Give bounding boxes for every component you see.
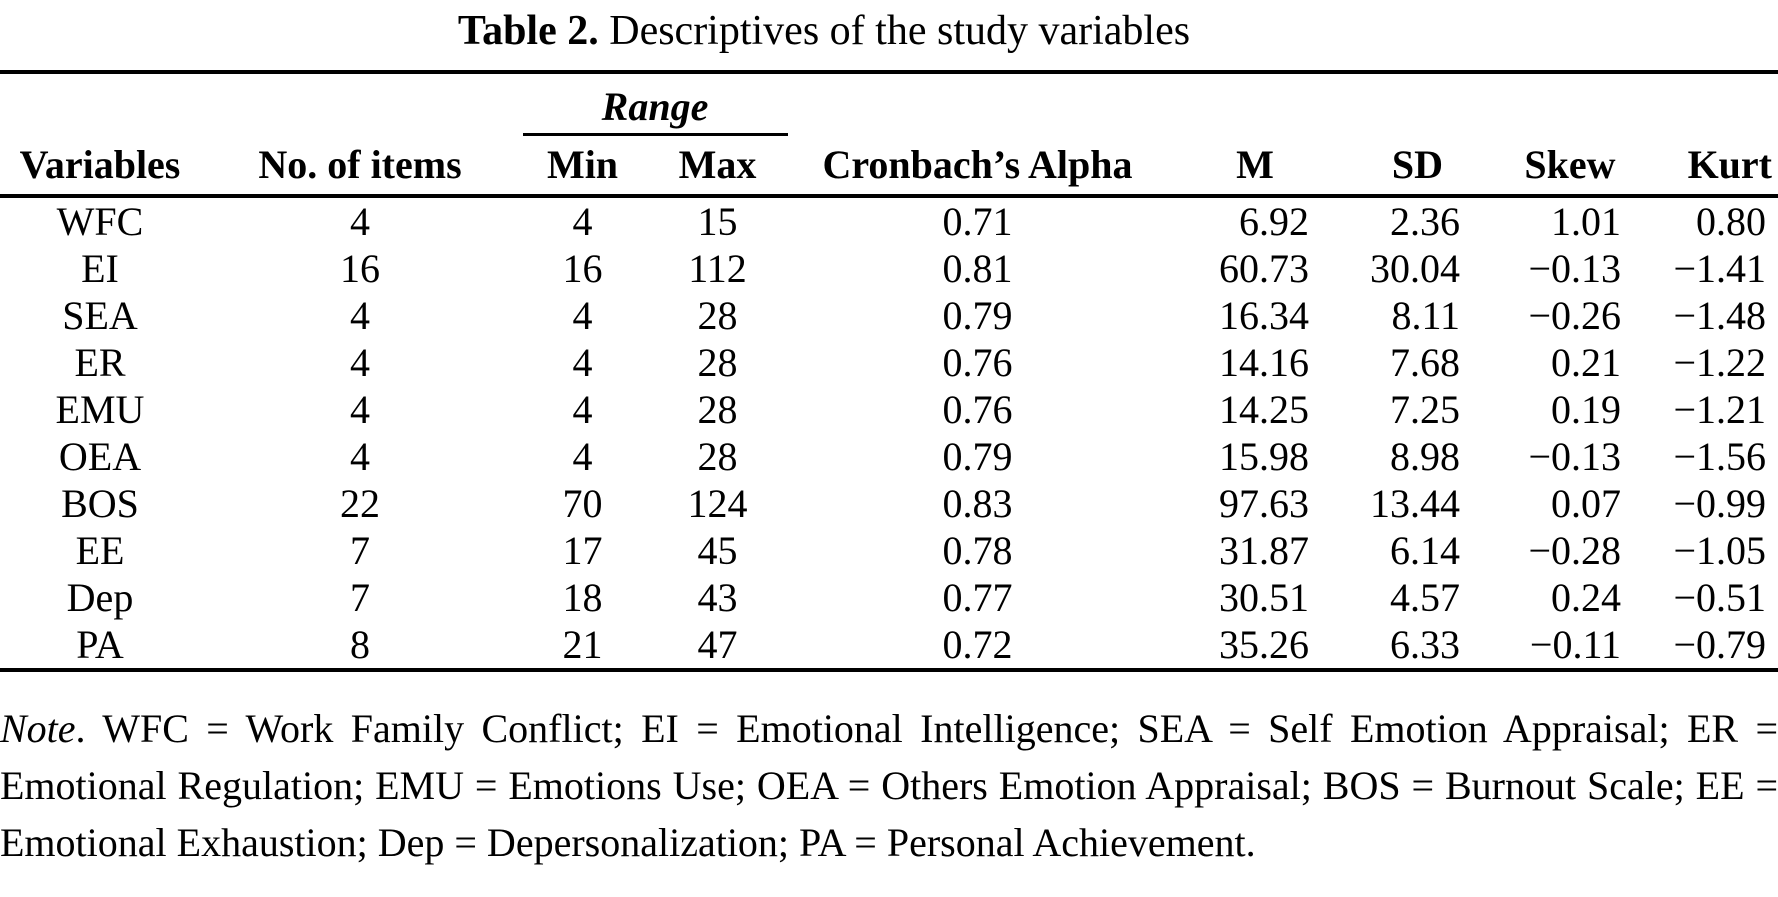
cell-kurt: 0.80 — [1696, 199, 1766, 244]
note-label: Note — [0, 706, 76, 751]
cell-items: 4 — [350, 434, 370, 479]
cell-skew: −0.13 — [1528, 434, 1621, 479]
cell-alpha: 0.78 — [942, 528, 1013, 573]
cell-m: 14.25 — [1219, 387, 1309, 432]
cell-variable: ER — [74, 340, 126, 385]
cell-min: 4 — [572, 387, 593, 432]
cell-variable: OEA — [58, 434, 142, 479]
cell-max: 28 — [697, 340, 738, 385]
cell-skew: 1.01 — [1551, 199, 1621, 244]
table-row — [0, 339, 1778, 386]
cell-alpha: 0.76 — [942, 387, 1013, 432]
cell-alpha: 0.79 — [942, 293, 1013, 338]
cell-variable: EE — [75, 528, 125, 573]
cell-min: 16 — [562, 246, 603, 291]
cell-m: 35.26 — [1219, 622, 1309, 667]
table-row — [0, 245, 1778, 292]
cell-items: 7 — [350, 528, 370, 573]
table-number-label: Table 2. — [457, 8, 599, 54]
cell-min: 21 — [562, 622, 603, 667]
cell-skew: 0.19 — [1551, 387, 1621, 432]
cell-kurt: −1.48 — [1673, 293, 1766, 338]
table-body — [0, 196, 1778, 670]
cell-skew: 0.24 — [1551, 575, 1621, 620]
table-note — [0, 700, 1778, 871]
cell-alpha: 0.83 — [942, 481, 1013, 526]
cell-skew: −0.13 — [1528, 246, 1621, 291]
cell-alpha: 0.71 — [942, 199, 1013, 244]
range-label: Range — [601, 84, 709, 129]
cell-sd: 30.04 — [1370, 246, 1460, 291]
cell-skew: −0.28 — [1528, 528, 1621, 573]
cell-variable: EI — [81, 246, 119, 291]
col-header-kurt: Kurt — [1650, 136, 1778, 196]
cell-max: 28 — [697, 434, 738, 479]
cell-kurt: −0.99 — [1673, 481, 1766, 526]
table-row — [0, 480, 1778, 527]
table-row — [0, 292, 1778, 339]
cell-alpha: 0.79 — [942, 434, 1013, 479]
cell-variable: PA — [76, 622, 124, 667]
cell-m: 15.98 — [1219, 434, 1309, 479]
cell-sd: 7.25 — [1390, 387, 1460, 432]
column-header-row — [0, 136, 1778, 196]
table-head — [0, 72, 1778, 196]
cell-max: 28 — [697, 387, 738, 432]
col-header-sd: SD — [1345, 136, 1490, 196]
cell-min: 70 — [562, 481, 603, 526]
col-header-min: Min — [520, 136, 645, 196]
cell-m: 30.51 — [1219, 575, 1309, 620]
cell-sd: 8.11 — [1391, 293, 1460, 338]
col-header-max: Max — [645, 136, 790, 196]
cell-items: 4 — [350, 387, 370, 432]
cell-m: 97.63 — [1219, 481, 1309, 526]
cell-max: 43 — [697, 575, 738, 620]
cell-items: 7 — [350, 575, 370, 620]
cell-sd: 7.68 — [1390, 340, 1460, 385]
col-header-variables: Variables — [0, 136, 200, 196]
cell-variable: BOS — [61, 481, 139, 526]
descriptives-table — [0, 70, 1778, 672]
range-spacer-left — [0, 72, 520, 136]
cell-items: 8 — [350, 622, 370, 667]
cell-alpha: 0.77 — [942, 575, 1013, 620]
cell-min: 17 — [562, 528, 603, 573]
table-row — [0, 621, 1778, 670]
table-row — [0, 574, 1778, 621]
cell-max: 112 — [688, 246, 747, 291]
cell-items: 16 — [340, 246, 380, 291]
col-header-alpha: Cronbach’s Alpha — [790, 136, 1165, 196]
cell-skew: 0.21 — [1551, 340, 1621, 385]
cell-kurt: −1.56 — [1673, 434, 1766, 479]
cell-kurt: −0.51 — [1673, 575, 1766, 620]
cell-items: 22 — [340, 481, 380, 526]
cell-m: 6.92 — [1239, 199, 1309, 244]
cell-max: 124 — [687, 481, 748, 526]
cell-sd: 6.33 — [1390, 622, 1460, 667]
cell-sd: 6.14 — [1390, 528, 1460, 573]
cell-sd: 8.98 — [1390, 434, 1460, 479]
cell-m: 60.73 — [1219, 246, 1309, 291]
col-header-skew: Skew — [1490, 136, 1650, 196]
col-header-items: No. of items — [200, 136, 520, 196]
cell-sd: 4.57 — [1390, 575, 1460, 620]
cell-min: 4 — [572, 434, 593, 479]
range-spacer-right — [790, 72, 1778, 136]
table-row — [0, 527, 1778, 574]
cell-kurt: −1.21 — [1673, 387, 1766, 432]
cell-items: 4 — [350, 199, 370, 244]
cell-items: 4 — [350, 340, 370, 385]
cell-alpha: 0.76 — [942, 340, 1013, 385]
cell-skew: −0.26 — [1528, 293, 1621, 338]
cell-kurt: −1.41 — [1673, 246, 1766, 291]
note-text: . WFC = Work Family Conflict; EI = Emotional Intelligence; SEA = Self Emotion Appraisal; ER = Emotional Regulation; EMU = Emotions Use; OEA = Others Emotion Appraisal; BOS = Burnout Scale; EE = Emotional Exhaustion; Dep = Depersonalization; PA = Personal Achievement. — [0, 706, 1778, 865]
cell-skew: 0.07 — [1551, 481, 1621, 526]
range-group-row — [0, 72, 1778, 136]
cell-kurt: −0.79 — [1673, 622, 1766, 667]
cell-skew: −0.11 — [1529, 622, 1621, 667]
cell-alpha: 0.72 — [942, 622, 1013, 667]
cell-sd: 2.36 — [1390, 199, 1460, 244]
table-row — [0, 433, 1778, 480]
cell-min: 4 — [572, 199, 593, 244]
cell-min: 4 — [572, 293, 593, 338]
cell-sd: 13.44 — [1370, 481, 1460, 526]
cell-variable: Dep — [66, 575, 134, 620]
cell-m: 14.16 — [1219, 340, 1309, 385]
cell-max: 47 — [697, 622, 738, 667]
cell-max: 28 — [697, 293, 738, 338]
range-underline — [523, 83, 788, 136]
range-group-header — [520, 72, 790, 136]
cell-m: 31.87 — [1219, 528, 1309, 573]
table-title — [0, 0, 1648, 70]
cell-min: 4 — [572, 340, 593, 385]
cell-variable: SEA — [62, 293, 138, 338]
cell-kurt: −1.05 — [1673, 528, 1766, 573]
cell-min: 18 — [562, 575, 603, 620]
table-title-text: Descriptives of the study variables — [598, 8, 1191, 54]
cell-items: 4 — [350, 293, 370, 338]
cell-max: 15 — [697, 199, 738, 244]
col-header-m: M — [1165, 136, 1345, 196]
cell-kurt: −1.22 — [1673, 340, 1766, 385]
cell-m: 16.34 — [1219, 293, 1309, 338]
table-row — [0, 196, 1778, 245]
table-row — [0, 386, 1778, 433]
cell-variable: WFC — [56, 199, 144, 244]
cell-variable: EMU — [55, 387, 145, 432]
cell-max: 45 — [697, 528, 738, 573]
cell-alpha: 0.81 — [942, 246, 1013, 291]
